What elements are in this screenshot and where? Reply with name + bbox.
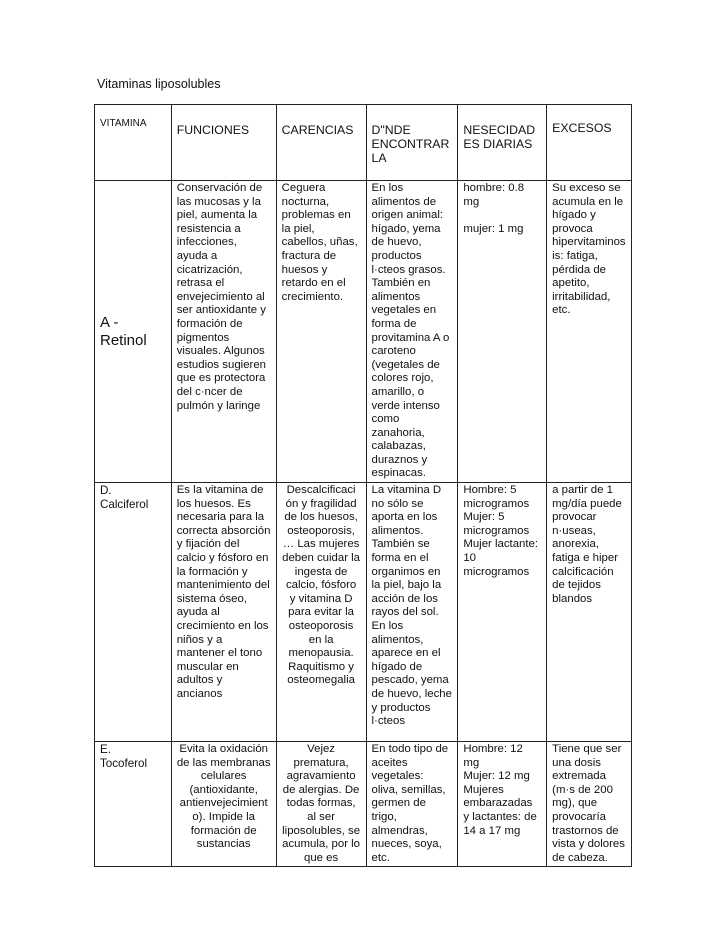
funciones-cell: Evita la oxidación de las membranas celulares (antioxidante, antienvejecimient o). Impide la formación de sustancias [171,742,276,867]
necesidades-cell: Hombre: 12 mg Mujer: 12 mg Mujeres embarazadas y lactantes: de 14 a 17 mg [458,742,547,867]
excesos-cell: a partir de 1 mg/día puede provocar n·useas, anorexia, fatiga e hiper calcificación de tejidos blandos [547,483,632,742]
vitamina-cell: E. Tocoferol [95,742,172,867]
header-vitamina: VITAMINA [95,105,172,181]
funciones-cell: Es la vitamina de los huesos. Es necesaria para la correcta absorción y fijación del calcio y fósforo en la formación y mantenimiento del sistema óseo, ayuda al crecimiento en los niños y a mantener el tono muscular en adultos y ancianos [171,483,276,742]
page-title: Vitaminas liposolubles [97,77,221,91]
table-header-row [95,105,632,181]
carencias-cell: Ceguera nocturna, problemas en la piel, cabellos, uñas, fractura de huesos y retardo en el crecimiento. [276,181,366,483]
header-donde-encontrar: D"NDE ENCONTRAR LA [366,105,458,181]
necesidades-cell: Hombre: 5 microgramos Mujer: 5 microgramos Mujer lactante: 10 microgramos [458,483,547,742]
table-row [95,181,632,483]
header-carencias: CARENCIAS [276,105,366,181]
header-necesidades: NESECIDAD ES DIARIAS [458,105,547,181]
excesos-cell: Su exceso se acumula en le hígado y provoca hipervitaminos is: fatiga, pérdida de apetito, irritabilidad, etc. [547,181,632,483]
donde-cell: En los alimentos de origen animal: hígado, yema de huevo, productos l·cteos grasos. También en alimentos vegetales en forma de provitamina A o caroteno (vegetales de colores rojo, amarillo, o verde intenso como zanahoria, calabazas, duraznos y espinacas. [366,181,458,483]
excesos-cell: Tiene que ser una dosis extremada (m·s de 200 mg), que provocaría trastornos de vista y dolores de cabeza. [547,742,632,867]
necesidades-cell: hombre: 0.8 mg mujer: 1 mg [458,181,547,483]
carencias-cell: Descalcificaci ón y fragilidad de los huesos, osteoporosis, … Las mujeres deben cuidar la ingesta de calcio, fósforo y vitamina D para evitar la osteoporosis en la menopausia. Raquitismo y osteomegalia [276,483,366,742]
donde-cell: En todo tipo de aceites vegetales: oliva, semillas, germen de trigo, almendras, nueces, soya, etc. [366,742,458,867]
header-excesos: EXCESOS [547,105,632,181]
funciones-cell: Conservación de las mucosas y la piel, aumenta la resistencia a infecciones, ayuda a cicatrización, retrasa el envejecimiento al ser antioxidante y formación de pigmentos visuales. Algunos estudios sugieren que es protectora del c·ncer de pulmón y laringe [171,181,276,483]
table-row [95,742,632,867]
carencias-cell: Vejez prematura, agravamiento de alergias. De todas formas, al ser liposolubles, se acumula, por lo que es [276,742,366,867]
table-row [95,483,632,742]
header-funciones: FUNCIONES [171,105,276,181]
donde-cell: La vitamina D no sólo se aporta en los alimentos. También se forma en el organimos en la piel, bajo la acción de los rayos del sol. En los alimentos, aparece en el hígado de pescado, yema de huevo, leche y productos l·cteos [366,483,458,742]
vitamina-cell: D. Calciferol [95,483,172,742]
vitamins-table [94,104,632,867]
vitamina-cell: A - Retinol [95,181,172,483]
